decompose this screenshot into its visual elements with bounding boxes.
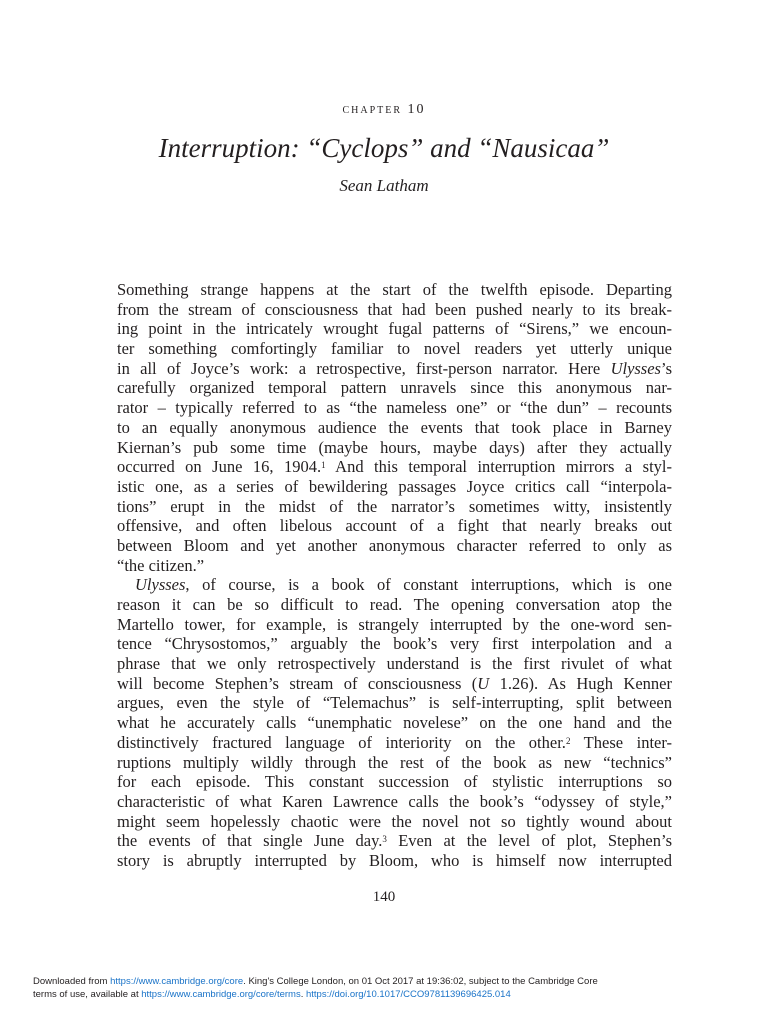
text-line: between Bloom and yet another anonymous character referred to only as [117,535,672,555]
text-line: Ulysses, of course, is a book of constant interruptions, which is one [135,575,672,595]
text-line: distinctively fractured language of interiority on the other.$^2$ These inter- [117,732,673,752]
text-line: tence “Chrysostomos,” arguably the book’s very first interpolation and a [117,634,672,654]
core-link[interactable]: https://www.cambridge.org/core [110,976,244,987]
author-name: Sean Latham [339,176,429,195]
text-line: ruptions multiply wildly through the rest of the book as new “technics” [117,752,672,772]
text-line: Martello tower, for example, is strangely interrupted by the one-word sen- [117,614,672,634]
footnote-ref: 2 [565,735,571,746]
text-line: occurred on June 16, 1904.$^1$ And this temporal interruption mirrors a styl- [117,457,672,477]
text-line: carefully organized temporal pattern unravels since this anonymous nar- [117,378,672,398]
page-number: 140 [372,889,396,905]
chapter-label: chapter 10 [342,102,426,117]
text-line: will become Stephen’s stream of consciousness (U 1.26). As Hugh Kenner [117,673,672,693]
text-line: the events of that single June day.$^3$ Even at the level of plot, Stephen’s [117,831,672,851]
text-line: what he accurately calls “unemphatic novelese” on the one hand and the [117,713,672,733]
text-line: ter something comfortingly familiar to novel readers yet utterly unique [117,339,672,359]
text-line: characteristic of what Karen Lawrence calls the book’s “odyssey of style,” [117,791,672,811]
footnote-ref: 1 [321,460,326,471]
footnote-ref: 3 [382,834,387,845]
text-line: from the stream of consciousness that had been pushed nearly to its break- [117,299,672,319]
text-line: might seem hopelessly chaotic were the novel not so tightly wound about [117,811,672,831]
text-line: argues, even the style of “Telemachus” is self-interrupting, split between [117,693,672,713]
doi-link[interactable]: https://doi.org/10.1017/CCO9781139696425.014 [305,989,511,1000]
text-line: ing point in the intricately wrought fugal patterns of “Sirens,” we encoun- [117,319,672,339]
text-line: phrase that we only retrospectively understand is the first rivulet of what [117,654,672,674]
text-line: tions” erupt in the midst of the narrator’s sometimes witty, insistently [117,496,672,516]
text-line: istic one, as a series of bewildering passages Joyce critics call “interpola- [117,476,672,496]
terms-link[interactable]: https://www.cambridge.org/core/terms [141,989,301,1000]
text-line: story is abruptly interrupted by Bloom, who is himself now interrupted [117,850,672,870]
text-line: rator – typically referred to as “the nameless one” or “the dun” – recounts [117,398,672,418]
text-line: offensive, and often libelous account of a fight that nearly breaks out [117,516,672,536]
text-line: for each episode. This constant succession of stylistic interruptions so [117,772,672,792]
text-line: Kiernan’s pub some time (maybe hours, maybe days) after they actually [117,437,672,457]
body-text [117,280,672,871]
download-footer: Downloaded from https://www.cambridge.org/core. King's College London, on 01 Oct 2017 at 19:36:02, subject to the Cambridge Core terms of use, available at https://www.cambridge.org/core/terms. https://doi.org/10.1017/CCO9781139696425.014 [33,976,598,1000]
text-line: “the citizen.” [117,555,205,575]
text-line: in all of Joyce’s work: a retrospective, first-person narrator. Here Ulysses’s [117,358,672,378]
chapter-title: Interruption: “Cyclops” and “Nausicaa” [158,133,610,163]
text-line: to an equally anonymous audience the events that took place in Barney [117,417,672,437]
text-line: reason it can be so difficult to read. The opening conversation atop the [117,595,672,614]
text-line: Something strange happens at the start of the twelfth episode. Departing [117,280,672,299]
